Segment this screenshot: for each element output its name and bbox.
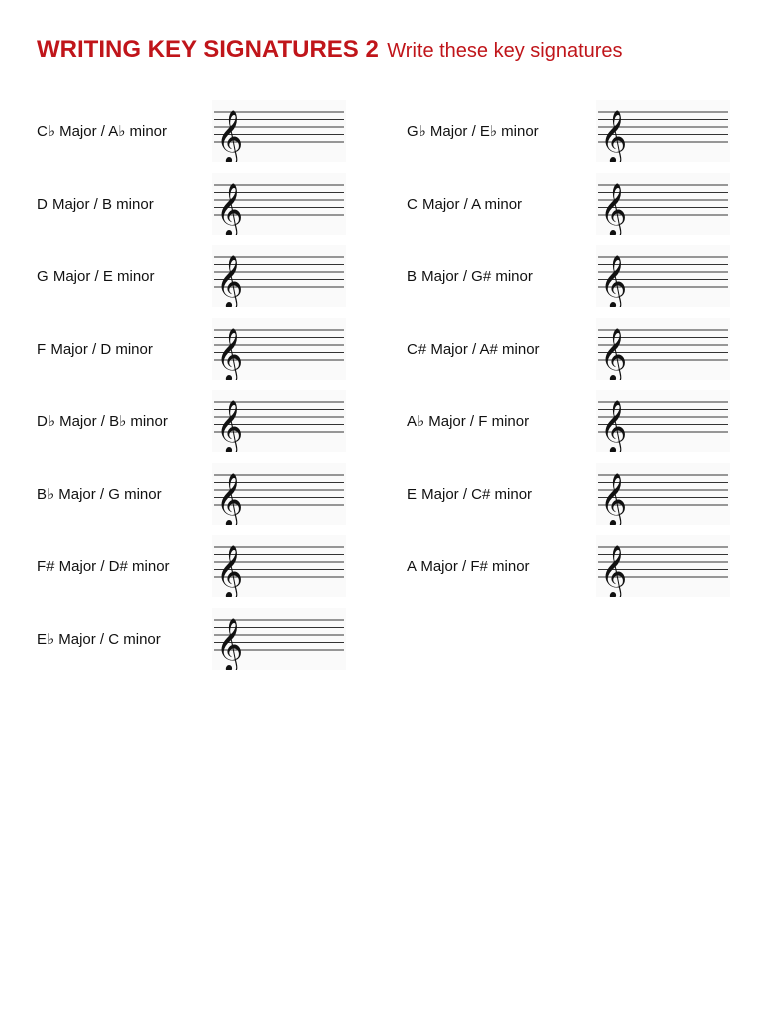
- music-staff[interactable]: [596, 245, 730, 307]
- staff-answer-area[interactable]: [596, 535, 730, 597]
- treble-clef-icon: 𝄞: [216, 181, 244, 235]
- title-subtitle: Write these key signatures: [387, 40, 623, 62]
- key-signature-label: A Major / F# minor: [407, 558, 530, 575]
- treble-clef-icon: 𝄞: [600, 109, 628, 162]
- treble-clef-icon: 𝄞: [600, 544, 628, 597]
- treble-clef-icon: 𝄞: [600, 399, 628, 452]
- staff-answer-area[interactable]: [596, 100, 730, 162]
- music-staff[interactable]: [212, 463, 346, 525]
- treble-clef-icon: 𝄞: [216, 109, 244, 162]
- treble-clef-icon: 𝄞: [600, 254, 628, 307]
- treble-clef-icon: 𝄞: [600, 326, 628, 380]
- treble-clef-icon: 𝄞: [600, 181, 628, 235]
- music-staff[interactable]: [596, 100, 730, 162]
- key-signature-label: C Major / A minor: [407, 195, 523, 213]
- key-signature-label: G♭ Major / E♭ minor: [407, 123, 539, 140]
- music-staff[interactable]: [212, 318, 346, 380]
- treble-clef-icon: 𝄞: [216, 326, 244, 380]
- title-main: WRITING KEY SIGNATURES 2: [37, 36, 379, 63]
- treble-clef-icon: 𝄞: [216, 254, 244, 307]
- key-signature-label: B♭ Major / G minor: [37, 485, 162, 503]
- music-staff[interactable]: [596, 318, 730, 380]
- staff-answer-area[interactable]: [596, 173, 730, 235]
- treble-clef-icon: 𝄞: [216, 471, 244, 525]
- staff-answer-area[interactable]: [212, 608, 346, 670]
- music-staff[interactable]: [596, 173, 730, 235]
- treble-clef-icon: 𝄞: [216, 544, 244, 597]
- music-staff[interactable]: [596, 463, 730, 525]
- key-signature-label: E Major / C# minor: [407, 485, 533, 503]
- staff-answer-area[interactable]: [212, 390, 346, 452]
- music-staff[interactable]: [212, 173, 346, 235]
- treble-clef-icon: 𝄞: [600, 471, 628, 525]
- treble-clef-icon: 𝄞: [216, 399, 244, 452]
- key-signature-label: C# Major / A# minor: [407, 340, 540, 358]
- staff-answer-area[interactable]: [596, 463, 730, 525]
- music-staff[interactable]: [596, 390, 730, 452]
- staff-answer-area[interactable]: [596, 245, 730, 307]
- music-staff[interactable]: [212, 390, 346, 452]
- music-staff[interactable]: [596, 535, 730, 597]
- staff-answer-area[interactable]: [212, 535, 346, 597]
- key-signature-label: D Major / B minor: [37, 195, 154, 213]
- staff-answer-area[interactable]: [212, 463, 346, 525]
- key-signature-label: C♭ Major / A♭ minor: [37, 123, 168, 140]
- staff-answer-area[interactable]: [212, 100, 346, 162]
- key-signature-label: F# Major / D# minor: [37, 558, 170, 575]
- staff-answer-area[interactable]: [596, 318, 730, 380]
- staff-answer-area[interactable]: [212, 173, 346, 235]
- music-staff[interactable]: [212, 100, 346, 162]
- staff-answer-area[interactable]: [212, 245, 346, 307]
- key-signature-label: B Major / G# minor: [407, 268, 533, 285]
- music-staff[interactable]: [212, 608, 346, 670]
- key-signature-label: F Major / D minor: [37, 340, 153, 358]
- key-signature-label: D♭ Major / B♭ minor: [37, 413, 168, 430]
- staff-answer-area[interactable]: [212, 318, 346, 380]
- music-staff[interactable]: [212, 245, 346, 307]
- music-staff[interactable]: [212, 535, 346, 597]
- key-signature-label: G Major / E minor: [37, 268, 155, 285]
- treble-clef-icon: 𝄞: [216, 616, 244, 670]
- staff-answer-area[interactable]: [596, 390, 730, 452]
- key-signature-label: A♭ Major / F minor: [407, 413, 530, 430]
- page-title: [37, 36, 623, 64]
- key-signature-label: E♭ Major / C minor: [37, 630, 161, 648]
